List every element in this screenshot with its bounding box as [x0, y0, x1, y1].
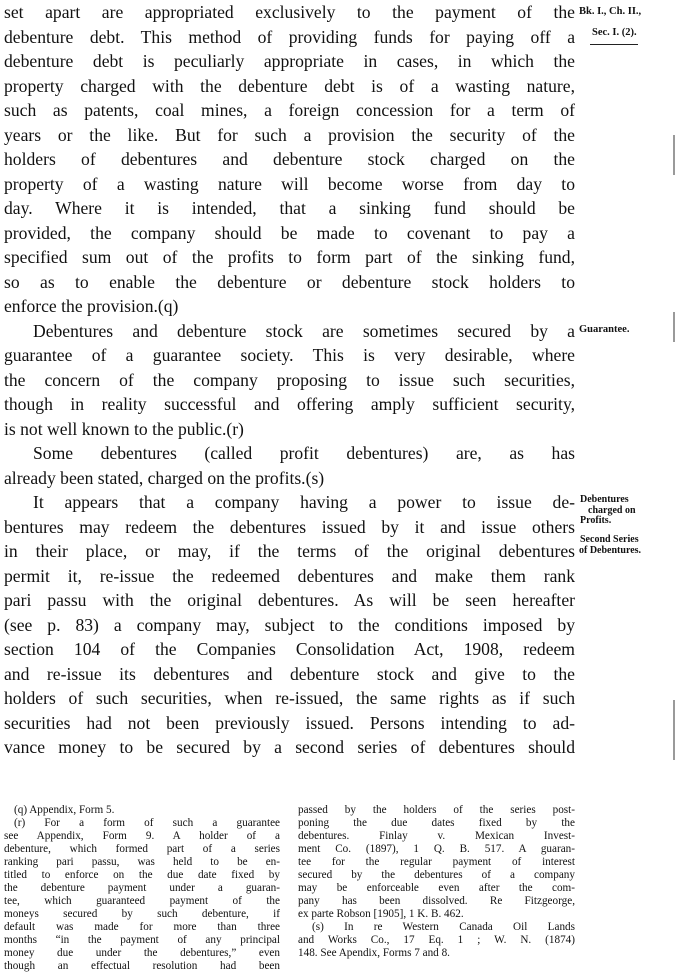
footnote-line: debenture, which formed part of a series: [4, 843, 280, 855]
footnote-line: (s) In re Western Canada Oil Lands: [312, 921, 575, 933]
footnote-line: tee for the regular payment of interest: [298, 856, 575, 868]
text-line: debenture debt. This method of providing funds for paying off a: [4, 26, 575, 47]
text-line: is not well known to the public.(r): [4, 418, 244, 439]
footnote-line: passed by the holders of the series post-: [298, 804, 575, 816]
footnote-line: (q) Appendix, Form 5.: [14, 804, 115, 816]
text-line: pari passu with the original debentures. As will be seen hereafter: [4, 590, 575, 610]
text-line: holders of such securities, when re-issued, the same rights as if such: [4, 688, 575, 708]
text-line: though in reality successful and offering amply sufficient security,: [4, 394, 575, 414]
page-edge-mark: [673, 135, 675, 175]
text-line: Some debentures (called profit debentures) are, as has: [33, 443, 575, 463]
text-line: permit it, re-issue the redeemed debentures and make them rank: [4, 565, 575, 586]
footnote-line: 148. See Apendix, Forms 7 and 8.: [298, 947, 450, 959]
text-line: vance money to be secured by a second series of debentures should: [4, 737, 575, 757]
footnote-line: ex parte Robson [1905], 1 K. B. 462.: [298, 908, 464, 920]
text-line: day. Where it is intended, that a sinking fund should be: [4, 198, 575, 218]
text-line: holders of debentures and debenture stock charged on the: [4, 149, 575, 169]
footnote-line: the debenture payment under a guaran-: [4, 882, 280, 894]
footnote-line: (r) For a form of such a guarantee: [14, 817, 280, 829]
text-line: set apart are appropriated exclusively to the payment of the: [4, 2, 575, 22]
text-line: so as to enable the debenture or debenture stock holders to: [4, 271, 575, 292]
footnote-line: secured by the debentures of a company: [298, 869, 575, 881]
text-line: enforce the provision.(q): [4, 296, 179, 316]
text-line: debenture debt is peculiarly appropriate in cases, in which the: [4, 51, 575, 71]
text-line: property charged with the debenture debt is of a wasting nature,: [4, 75, 575, 96]
footnote-line: tee, which guaranteed payment of the: [4, 895, 280, 907]
margin-note-debentures-charged: Debentures charged on Profits.: [580, 494, 636, 526]
text-line: and re-issue its debentures and debenture stock and give to the: [4, 663, 575, 684]
page-edge-mark: [673, 700, 675, 760]
footnote-line: may be enforceable even after the com-: [298, 882, 575, 894]
text-line: such as patents, coal mines, a foreign concession for a term of: [4, 100, 575, 120]
text-line: section 104 of the Companies Consolidation Act, 1908, redeem: [4, 639, 575, 659]
footnote-line: see Appendix, Form 9. A holder of a: [4, 830, 280, 842]
footnote-line: debentures. Finlay v. Mexican Invest-: [298, 830, 575, 842]
text-line: securities had not been previously issued. Persons intending to ad-: [4, 712, 575, 733]
footnote-line: pany has been dissolved. Re Fitzgeorge,: [298, 895, 575, 907]
text-line: It appears that a company having a power to issue de-: [33, 492, 575, 512]
text-line: specified sum out of the profits to form part of the sinking fund,: [4, 247, 575, 267]
text-line: in their place, or may, if the terms of the original debentures: [4, 541, 575, 561]
text-line: provided, the company should be made to covenant to pay a: [4, 222, 575, 243]
margin-note-guarantee: Guarantee.: [579, 324, 630, 335]
footnote-line: ranking pari passu, was held to be en-: [4, 856, 280, 868]
footnote-line: titled to enforce on the due date fixed by: [4, 869, 280, 881]
text-line: Debentures and debenture stock are sometimes secured by a: [33, 320, 575, 341]
text-line: years or the like. But for such a provision the security of the: [4, 124, 575, 145]
margin-note-second-series: Second Series of Debentures.: [579, 534, 642, 556]
text-line: (see p. 83) a company may, subject to the conditions imposed by: [4, 614, 575, 635]
footnote-line: money due under the debentures,” even: [4, 947, 280, 959]
footnote-line: though an effectual resolution had been: [4, 960, 280, 972]
margin-note-book-chapter: Bk. I., Ch. II.,: [579, 6, 642, 17]
text-line: guarantee of a guarantee society. This is very desirable, where: [4, 345, 575, 365]
footnote-line: and Works Co., 17 Eq. 1 ; W. N. (1874): [298, 934, 575, 946]
footnote-line: months “in the payment of any principal: [4, 934, 280, 946]
text-line: property of a wasting nature will become worse from day to: [4, 173, 575, 194]
footnote-line: ment Co. (1897), 1 Q. B. 517. A guaran-: [298, 843, 575, 855]
footnote-line: poning the due dates fixed by the: [298, 817, 575, 829]
text-line: bentures may redeem the debentures issued by it and issue others: [4, 516, 575, 537]
margin-rule: [590, 44, 638, 45]
text-line: already been stated, charged on the profits.(s): [4, 467, 325, 488]
text-line: the concern of the company proposing to issue such securities,: [4, 369, 575, 390]
footnote-line: moneys secured by such debenture, if: [4, 908, 280, 920]
footnote-line: default was made for more than three: [4, 921, 280, 933]
page-edge-mark: [673, 312, 675, 342]
margin-note-section: Sec. I. (2).: [592, 27, 637, 38]
